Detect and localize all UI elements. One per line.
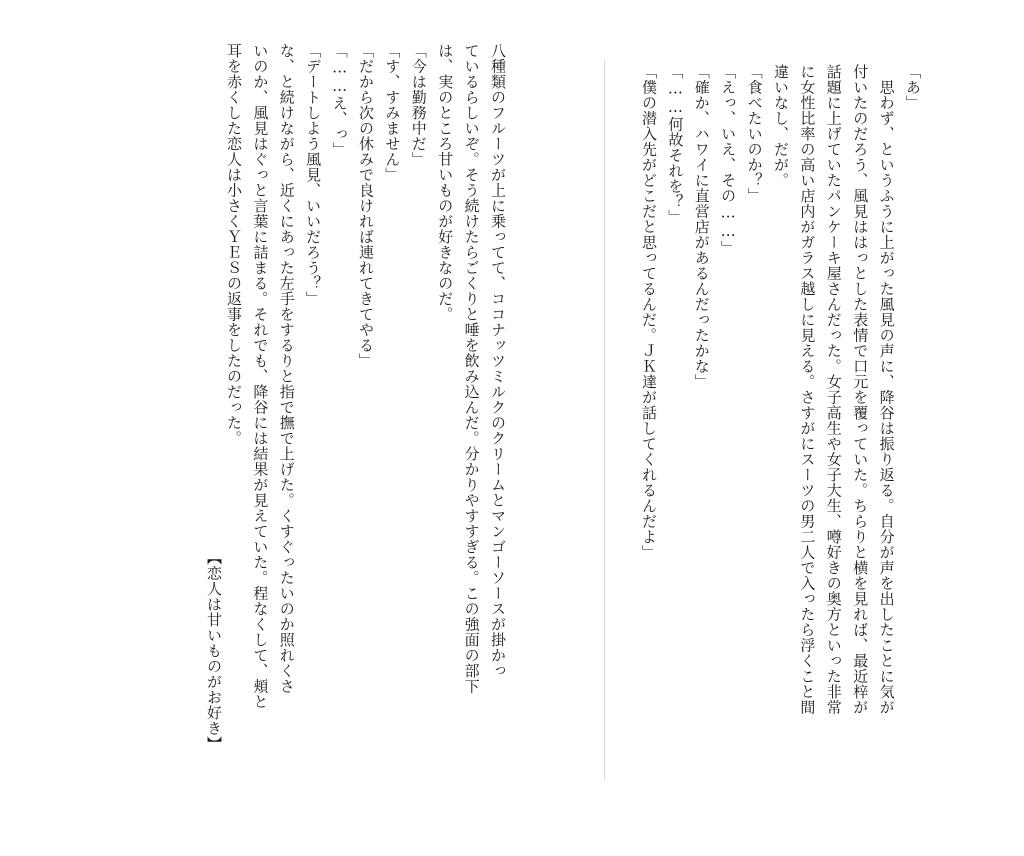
text-line: 「確か、ハワイに直営店があるんだったかな」 [692, 64, 711, 390]
text-line: いのか、風見はぐっと言葉に詰まる。それでも、降谷には結果が見えていた。程なくして、頬と [251, 43, 270, 710]
text-line: 「あ」 [904, 64, 922, 111]
text-line: な、と続けながら、近くにあった左手をするりと指で撫で上げた。くすぐったいのか照れくさ [277, 43, 296, 694]
text-line: 違いなし、だが。 [771, 64, 790, 188]
right-page-text [639, 64, 926, 784]
text-line: 「今は勤務中だ」 [409, 43, 428, 167]
text-line: 付いたのだろう、風見ははっとした表情で口元を覆っていた。ちらりと横を見れば、最近梓が [851, 64, 870, 715]
page-gutter-divider [604, 60, 605, 780]
text-line: 八種類のフルーツが上に乗ってて、ココナッツミルクのクリームとマンゴーソースが掛かっ [489, 43, 507, 679]
text-line: 「えっ、いえ、その……」 [719, 64, 738, 256]
text-line: は、実のところ甘いものが好きなのだ。 [436, 43, 455, 322]
text-line: 「食べたいのか？」 [745, 64, 764, 204]
left-page-text [224, 43, 511, 783]
text-line: 話題に上げていたパンケーキ屋さんだった。女子高生や女子大生、噂好きの奥方といった非常 [824, 64, 843, 715]
text-line: 「デートしよう風見、いいだろう？」 [304, 43, 323, 307]
text-line: 「だから次の休みで良ければ連れてきてやる」 [356, 43, 375, 369]
text-line: 「す、すみません」 [383, 43, 402, 183]
text-line: ているらしいぞ。そう続けたらごくりと唾を飲み込んだ。分かりやすすぎる。この強面の部下 [462, 43, 481, 694]
text-line: 「……何故それを？」 [666, 64, 685, 225]
text-line: 「僕の潜入先がどこだと思ってるんだ。ＪＫ達が話してくれるんだよ」 [639, 64, 658, 560]
story-title-footer: 【恋人は甘いものがお好き】 [205, 550, 223, 752]
text-line: 思わず、というふうに上がった風見の声に、降谷は振り返る。自分が声を出したことに気が [877, 64, 896, 715]
text-line: に女性比率の高い店内がガラス越しに見える。さすがにスーツの男二人で入ったら浮くこと間 [798, 64, 817, 715]
text-line: 「……え、っ」 [330, 43, 349, 158]
text-line: 耳を赤くした恋人は小さくＹＥＳの返事をしたのだった。 [224, 43, 243, 446]
